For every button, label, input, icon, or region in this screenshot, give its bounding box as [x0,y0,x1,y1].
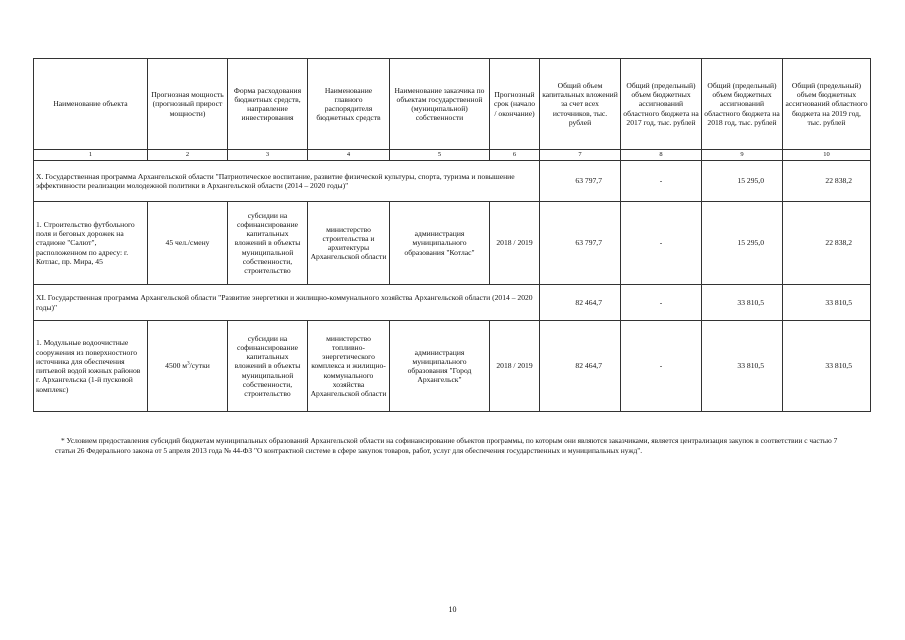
capacity-unit: /сутки [189,361,210,371]
object-2017: - [621,321,702,412]
program-total: 63 797,7 [540,161,621,202]
object-capacity: 45 чел./смену [148,202,228,285]
object-term: 2018 / 2019 [490,202,540,285]
col-number: 6 [490,150,540,161]
object-2018: 15 295,0 [702,202,783,285]
col-number: 8 [621,150,702,161]
header-term: Прогнозный срок (начало / окончание) [490,59,540,150]
object-name: 1. Модульные водоочистные сооружения из поверхностного источника для обеспечения питьевой водой южных районов г. Архангельска (1-й пусковой комплекс) [34,321,148,412]
header-2019: Общий (предельный) объем бюджетных ассигнований областного бюджета на 2019 год, тыс. рублей [783,59,871,150]
capacity-value: 4500 м [165,361,188,371]
page-number: 10 [448,605,457,614]
capacity-superscript: 3 [187,361,190,367]
table-row [34,202,871,285]
program-2019: 22 838,2 [783,161,871,202]
col-number: 10 [783,150,871,161]
program-title: XI. Государственная программа Архангельской области "Развитие энергетики и жилищно-коммунального хозяйства Архангельской области (2014 – 2020 годы)" [34,285,540,321]
col-number: 4 [308,150,390,161]
program-2017: - [621,161,702,202]
header-capacity: Прогнозная мощность (прогнозный прирост мощности) [148,59,228,150]
program-row [34,161,871,202]
program-2019: 33 810,5 [783,285,871,321]
header-form: Форма расходования бюджетных средств, направление инвестирования [228,59,308,150]
object-customer: администрация муниципального образования "Город Архангельск" [390,321,490,412]
object-2017: - [621,202,702,285]
col-number: 1 [34,150,148,161]
object-2019: 22 838,2 [783,202,871,285]
col-number: 3 [228,150,308,161]
program-2018: 15 295,0 [702,161,783,202]
footnote: * Условием предоставления субсидий бюджетам муниципальных образований Архангельской области на софинансирование объектов программы, по которым они являются заказчиками, является централизация закупок в соответствии с частью 7 статьи 26 Федерального закона от 5 апреля 2013 года № 44-ФЗ "О контрактной системе в сфере закупок товаров, работ, услуг для обеспечения государственных и муниципальных нужд". [55,436,838,455]
investment-table [33,58,871,412]
object-total: 63 797,7 [540,202,621,285]
object-term: 2018 / 2019 [490,321,540,412]
object-form: субсидии на софинансирование капитальных вложений в объекты муниципальной собственности, строительство [228,321,308,412]
program-total: 82 464,7 [540,285,621,321]
object-form: субсидии на софинансирование капитальных вложений в объекты муниципальной собственности, строительство [228,202,308,285]
header-customer: Наименование заказчика по объектам государственной (муниципальной) собственности [390,59,490,150]
object-name: 1. Строительство футбольного поля и беговых дорожек на стадионе "Салют", расположенном по адресу: г. Котлас, пр. Мира, 45 [34,202,148,285]
object-capacity [148,321,228,412]
column-number-row [34,150,871,161]
col-number: 5 [390,150,490,161]
table-row [34,321,871,412]
header-row [34,59,871,150]
object-manager: министерство строительства и архитектуры Архангельской области [308,202,390,285]
object-manager: министерство топливно-энергетического комплекса и жилищно-коммунального хозяйства Архангельской области [308,321,390,412]
program-2017: - [621,285,702,321]
object-2018: 33 810,5 [702,321,783,412]
program-row [34,285,871,321]
col-number: 7 [540,150,621,161]
program-2018: 33 810,5 [702,285,783,321]
object-2019: 33 810,5 [783,321,871,412]
program-title: X. Государственная программа Архангельской области "Патриотическое воспитание, развитие физической культуры, спорта, туризма и повышение эффективности реализации молодежной политики в Архангельской области (2014 – 2020 годы)" [34,161,540,202]
header-manager: Наименование главного распорядителя бюджетных средств [308,59,390,150]
col-number: 9 [702,150,783,161]
header-total: Общий объем капитальных вложений за счет всех источников, тыс. рублей [540,59,621,150]
header-2018: Общий (предельный) объем бюджетных ассигнований областного бюджета на 2018 год, тыс. рублей [702,59,783,150]
object-total: 82 464,7 [540,321,621,412]
object-customer: администрация муниципального образования "Котлас" [390,202,490,285]
header-object-name: Наименование объекта [34,59,148,150]
col-number: 2 [148,150,228,161]
header-2017: Общий (предельный) объем бюджетных ассигнований областного бюджета на 2017 год, тыс. рублей [621,59,702,150]
